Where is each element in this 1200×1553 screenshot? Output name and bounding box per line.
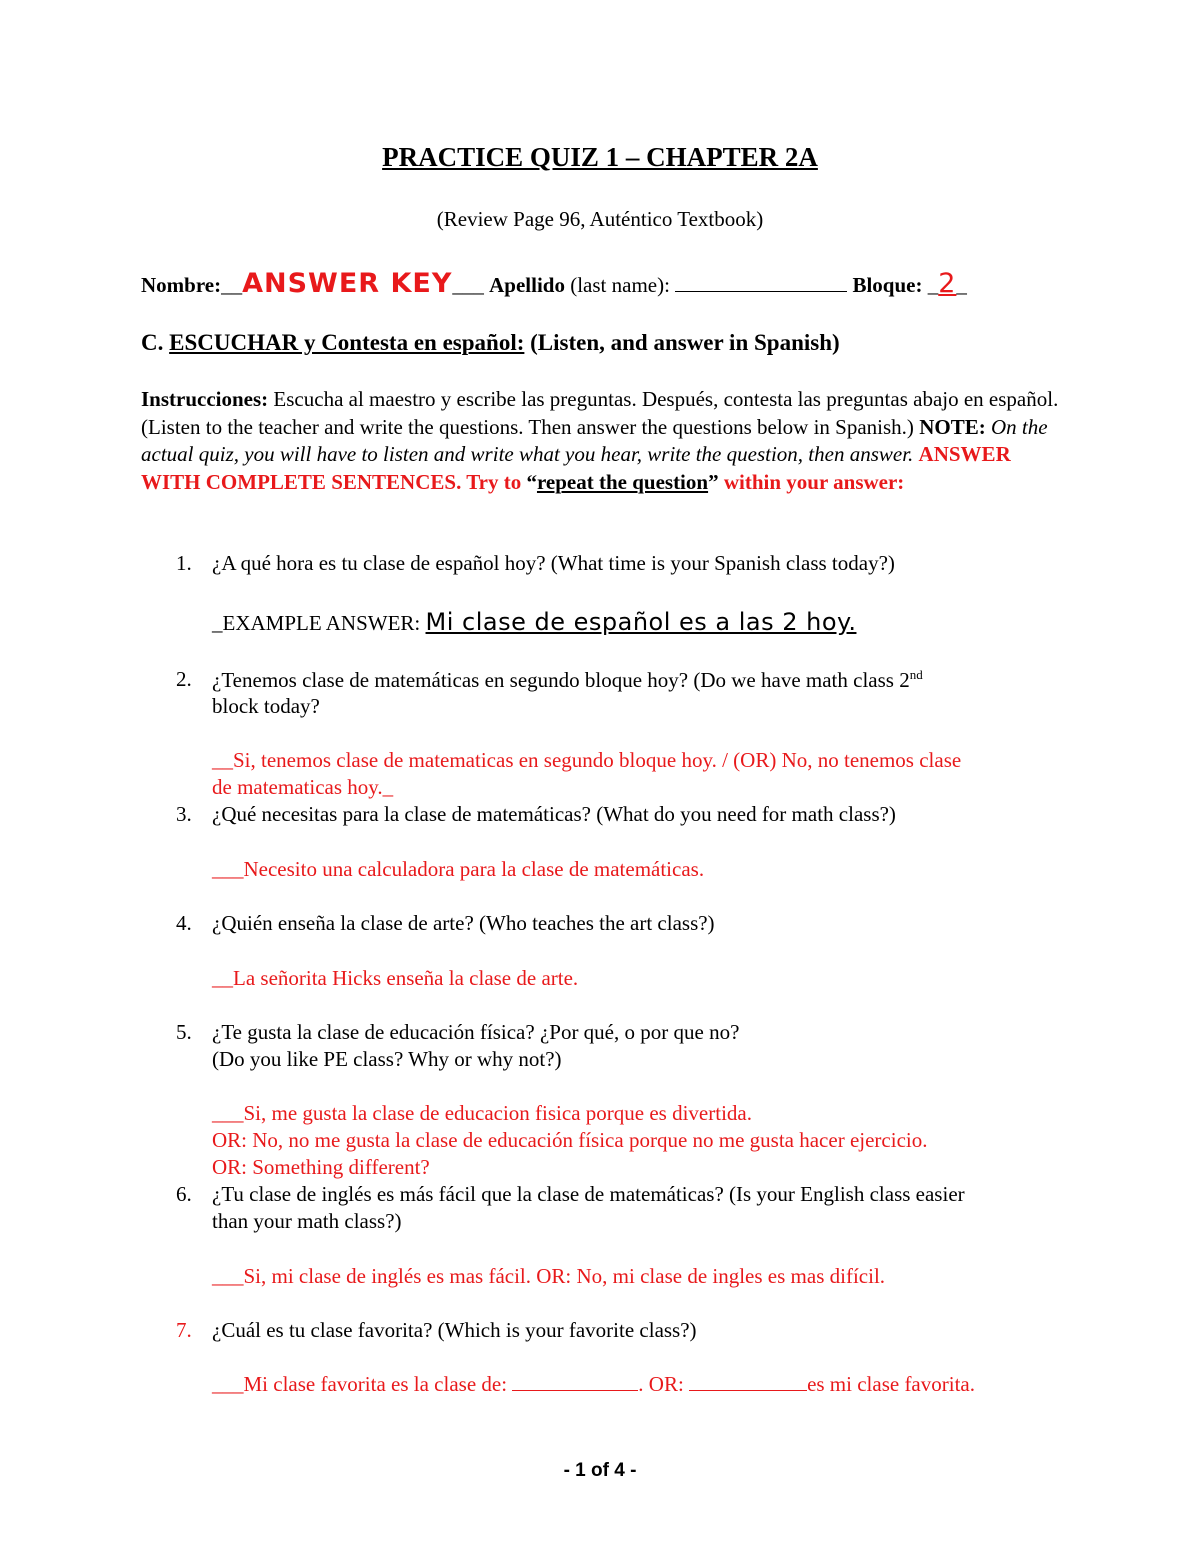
answer-text: ___Mi clase favorita es la clase de: . OR: es mi clase favorita.	[212, 1372, 975, 1396]
answer-text: ___Necesito una calculadora para la clase de matemáticas.	[212, 857, 705, 881]
answer-text: ___Si, me gusta la clase de educacion fisica porque es divertida.	[212, 1101, 752, 1125]
example-answer-label: _EXAMPLE ANSWER:	[212, 611, 426, 635]
question-text: ¿Cuál es tu clase favorita? (Which is your favorite class?)	[212, 1318, 697, 1342]
answer-text-line3: OR: Something different?	[212, 1155, 430, 1179]
nombre-label: Nombre:	[141, 273, 222, 297]
question-text: ¿Tu clase de inglés es más fácil que la clase de matemáticas? (Is your English class easier	[212, 1182, 965, 1206]
within-answer-text: within your answer:	[718, 469, 905, 494]
note-label: NOTE:	[919, 414, 986, 439]
answer-text: __Si, tenemos clase de matematicas en segundo bloque hoy. / (OR) No, no tenemos clase	[212, 748, 962, 772]
question-text: ¿Qué necesitas para la clase de matemáticas? (What do you need for math class?)	[212, 802, 896, 826]
section-title-en: (Listen, and answer in Spanish)	[530, 330, 840, 355]
question-number: 4.	[176, 911, 192, 935]
answer-line	[212, 608, 856, 636]
question-number: 2.	[176, 667, 192, 691]
page-title: PRACTICE QUIZ 1 – CHAPTER 2A	[382, 142, 818, 172]
nombre-value: ANSWER KEY	[242, 268, 453, 299]
note-text: On the actual quiz, you will have to listen and write what you hear, write the question, then answer.	[141, 414, 1048, 466]
instructions-text: Escucha al maestro y escribe las preguntas. Después, contesta las preguntas abajo en español. (Listen to the teacher and write the questions. Then answer the questions below in Spanish.)	[141, 387, 1059, 439]
bloque-value: 2	[938, 268, 957, 299]
bloque-label: Bloque:	[852, 273, 923, 297]
question-text: ¿A qué hora es tu clase de español hoy? (What time is your Spanish class today?)	[212, 551, 895, 575]
question-text-line2: than your math class?)	[212, 1209, 402, 1233]
answer-text-line2: OR: No, no me gusta la clase de educación física porque no me gusta hacer ejercicio.	[212, 1128, 928, 1152]
answer-text: __La señorita Hicks enseña la clase de arte.	[212, 966, 579, 990]
page-subtitle: (Review Page 96, Auténtico Textbook)	[436, 207, 764, 231]
answer-blank	[512, 1389, 638, 1391]
complete-sentences-text: ANSWER WITH COMPLETE SENTENCES. Try to	[141, 442, 1011, 494]
instructions	[141, 386, 1061, 496]
apellido-note: (last name):	[570, 273, 670, 297]
question-text-line2: block today?	[212, 694, 320, 718]
question-text: ¿Tenemos clase de matemáticas en segundo bloque hoy? (Do we have math class 2nd	[212, 667, 923, 692]
section-letter: C.	[141, 330, 164, 355]
page-number: - 1 of 4 -	[563, 1460, 637, 1481]
apellido-label: Apellido	[489, 273, 565, 297]
repeat-question-text: repeat the question	[536, 469, 709, 494]
quote-close: ”	[708, 469, 719, 494]
question-text: ¿Quién enseña la clase de arte? (Who teaches the art class?)	[212, 911, 715, 935]
question-number: 6.	[176, 1182, 192, 1206]
question-number: 3.	[176, 802, 192, 826]
question-number: 5.	[176, 1020, 192, 1044]
example-answer: Mi clase de español es a las 2 hoy.	[425, 608, 857, 636]
answer-blank	[689, 1389, 807, 1391]
apellido-blank	[675, 290, 847, 292]
question-number: 1.	[176, 551, 192, 575]
question-text: ¿Te gusta la clase de educación física? ¿Por qué, o por que no?	[212, 1020, 740, 1044]
name-line: Nombre:__ANSWER KEY___ Apellido (last name): Bloque: _2_	[141, 268, 967, 299]
section-title: ESCUCHAR y Contesta en español:	[169, 330, 525, 355]
answer-text: ___Si, mi clase de inglés es mas fácil. OR: No, mi clase de ingles es mas difícil.	[212, 1264, 886, 1288]
answer-text-line2: de matematicas hoy._	[212, 775, 394, 799]
quote-open: “	[526, 469, 537, 494]
instructions-label: Instrucciones:	[141, 387, 269, 411]
question-text-line2: (Do you like PE class? Why or why not?)	[212, 1047, 562, 1071]
question-number: 7.	[176, 1318, 192, 1342]
section-heading	[141, 330, 840, 356]
